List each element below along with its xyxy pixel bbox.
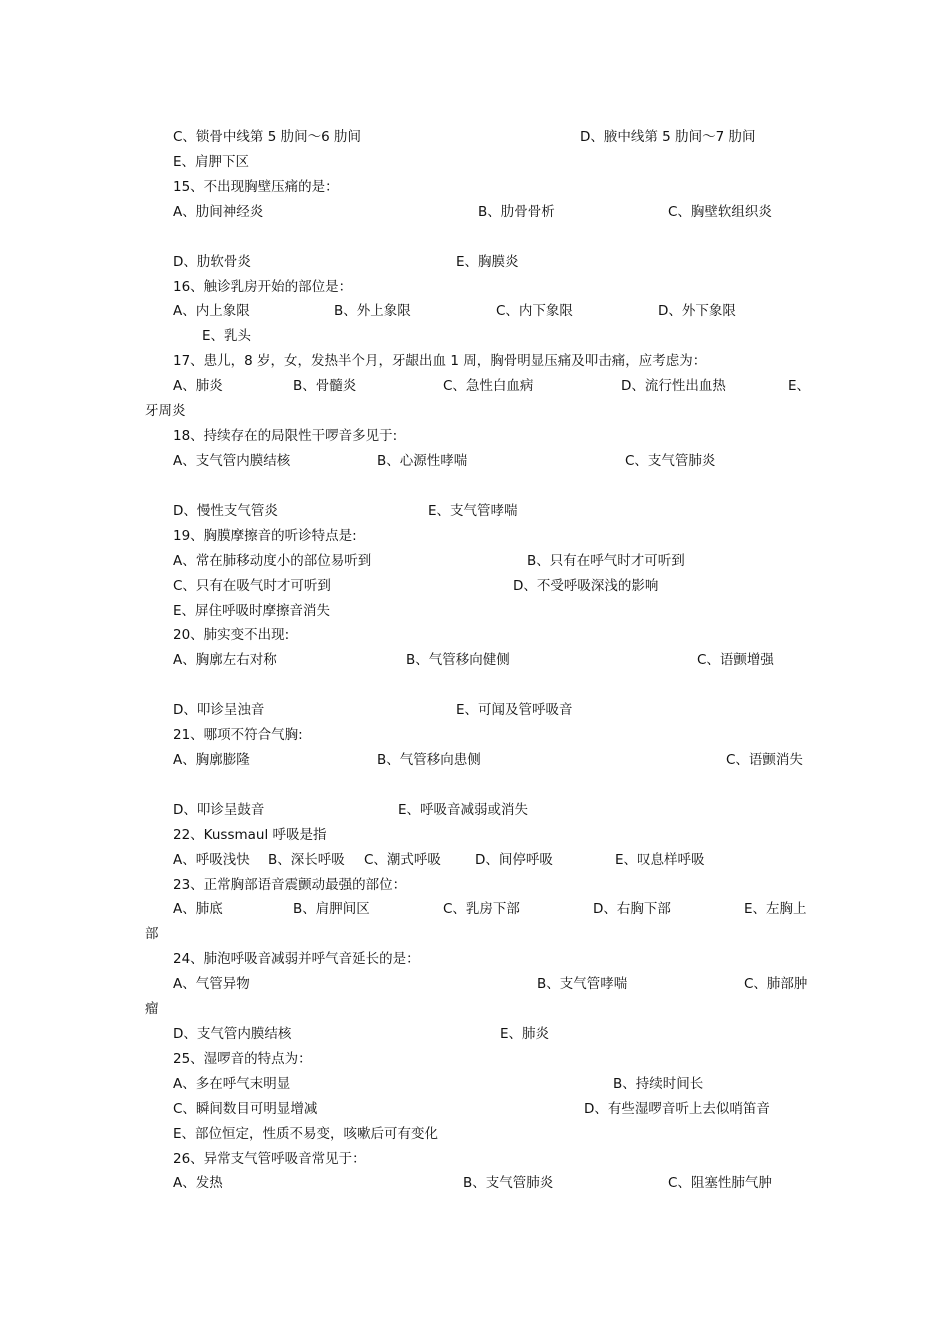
text-line: A、常在肺移动度小的部位易听到 xyxy=(173,553,372,569)
text-line: E、呼吸音减弱或消失 xyxy=(398,802,529,818)
text-line: B、只有在呼气时才可听到 xyxy=(527,553,685,569)
text-line: B、支气管肺炎 xyxy=(463,1175,554,1191)
text-line: A、内上象限 xyxy=(173,303,250,319)
text-line: B、气管移向患侧 xyxy=(377,752,481,768)
text-line: C、乳房下部 xyxy=(443,901,520,917)
text-line: C、锁骨中线第 5 肋间～6 肋间 xyxy=(173,129,361,145)
text-line: D、慢性支气管炎 xyxy=(173,503,278,519)
text-line: 20、肺实变不出现: xyxy=(173,627,290,643)
text-line: B、骨髓炎 xyxy=(293,378,357,394)
text-line: 15、不出现胸壁压痛的是： xyxy=(173,179,339,195)
text-line: E、屏住呼吸时摩擦音消失 xyxy=(173,603,331,619)
text-line: C、急性白血病 xyxy=(443,378,534,394)
text-line: 17、患儿，8 岁，女，发热半个月，牙龈出血 1 周，胸骨明显压痛及叩击痛，应考虑为： xyxy=(173,353,707,369)
text-line: A、肺炎 xyxy=(173,378,223,394)
text-line: D、外下象限 xyxy=(658,303,736,319)
text-line: A、支气管内膜结核 xyxy=(173,453,291,469)
text-line: E、部位恒定，性质不易变，咳嗽后可有变化 xyxy=(173,1126,439,1142)
text-line: D、支气管内膜结核 xyxy=(173,1026,292,1042)
text-line: 16、触诊乳房开始的部位是： xyxy=(173,279,353,295)
text-line: A、肋间神经炎 xyxy=(173,204,264,220)
text-line: D、不受呼吸深浅的影响 xyxy=(513,578,659,594)
text-line: B、气管移向健侧 xyxy=(406,652,510,668)
text-line: C、只有在吸气时才可听到 xyxy=(173,578,331,594)
text-line: A、呼吸浅快 xyxy=(173,852,250,868)
text-line: B、肋骨骨析 xyxy=(478,204,555,220)
text-line: A、胸廓左右对称 xyxy=(173,652,277,668)
text-line: A、发热 xyxy=(173,1175,223,1191)
text-line: A、胸廓膨隆 xyxy=(173,752,250,768)
text-line: E、肺炎 xyxy=(500,1026,550,1042)
text-line: 19、胸膜摩擦音的听诊特点是: xyxy=(173,528,357,544)
text-line: 21、哪项不符合气胸: xyxy=(173,727,303,743)
text-line: D、叩诊呈浊音 xyxy=(173,702,265,718)
text-line: D、肋软骨炎 xyxy=(173,254,251,270)
text-line: 部 xyxy=(145,926,159,942)
text-line: 牙周炎 xyxy=(145,403,186,419)
text-line: B、深长呼吸 xyxy=(268,852,345,868)
text-line: 25、湿啰音的特点为： xyxy=(173,1051,312,1067)
text-line: 26、异常支气管呼吸音常见于： xyxy=(173,1151,366,1167)
text-line: C、内下象限 xyxy=(496,303,573,319)
text-line: D、间停呼吸 xyxy=(475,852,553,868)
text-line: 瘤 xyxy=(145,1001,159,1017)
text-line: B、支气管哮喘 xyxy=(537,976,628,992)
text-line: C、瞬间数目可明显增减 xyxy=(173,1101,318,1117)
text-line: E、 xyxy=(788,378,811,394)
text-line: B、持续时间长 xyxy=(613,1076,704,1092)
text-line: A、多在呼气末明显 xyxy=(173,1076,291,1092)
text-line: 18、持续存在的局限性干啰音多见于: xyxy=(173,428,398,444)
text-line: C、语颤消失 xyxy=(726,752,803,768)
text-line: B、外上象限 xyxy=(334,303,411,319)
text-line: E、乳头 xyxy=(202,328,252,344)
text-line: D、流行性出血热 xyxy=(621,378,726,394)
text-line: E、肩胛下区 xyxy=(173,154,250,170)
text-line: D、叩诊呈鼓音 xyxy=(173,802,265,818)
text-line: 23、正常胸部语音震颤动最强的部位： xyxy=(173,877,407,893)
text-line: D、腋中线第 5 肋间～7 肋间 xyxy=(580,129,756,145)
text-line: C、潮式呼吸 xyxy=(364,852,441,868)
text-line: C、语颤增强 xyxy=(697,652,774,668)
text-line: A、气管异物 xyxy=(173,976,250,992)
text-line: E、支气管哮喘 xyxy=(428,503,518,519)
text-line: C、胸壁软组织炎 xyxy=(668,204,772,220)
text-line: 24、肺泡呼吸音减弱并呼气音延长的是： xyxy=(173,951,420,967)
text-line: A、肺底 xyxy=(173,901,223,917)
text-line: E、叹息样呼吸 xyxy=(615,852,705,868)
text-line: C、肺部肿 xyxy=(744,976,808,992)
text-line: E、胸膜炎 xyxy=(456,254,519,270)
text-line: 22、Kussmaul 呼吸是指 xyxy=(173,827,327,843)
text-line: E、左胸上 xyxy=(744,901,807,917)
text-line: E、可闻及管呼吸音 xyxy=(456,702,573,718)
text-line: C、阻塞性肺气肿 xyxy=(668,1175,772,1191)
text-line: C、支气管肺炎 xyxy=(625,453,716,469)
text-line: B、肩胛间区 xyxy=(293,901,370,917)
text-line: B、心源性哮喘 xyxy=(377,453,468,469)
text-line: D、右胸下部 xyxy=(593,901,671,917)
text-line: D、有些湿啰音听上去似哨笛音 xyxy=(584,1101,770,1117)
